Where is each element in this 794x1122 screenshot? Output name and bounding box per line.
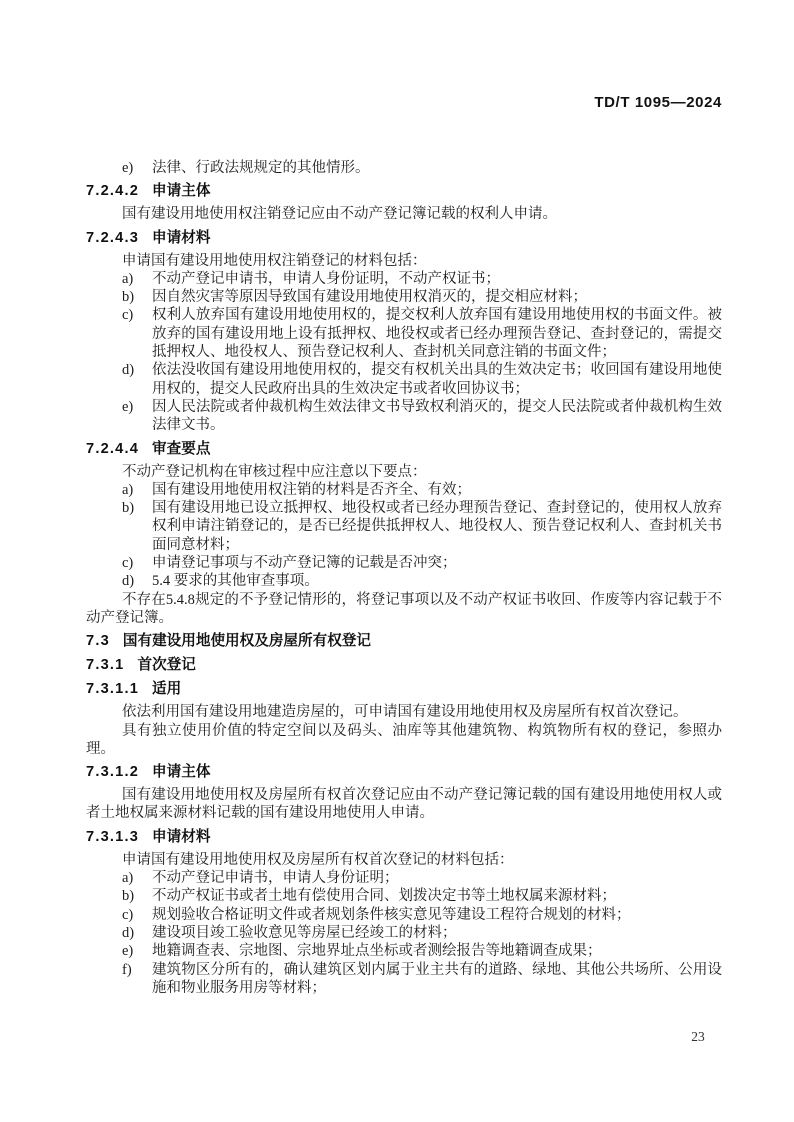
- heading-number: 7.3.1: [86, 657, 125, 674]
- list-item: [86, 159, 722, 177]
- paragraph: 不存在5.4.8规定的不予登记情形的，将登记事项以及不动产权证书收回、作废等内容记载于不动产登记簿。: [86, 591, 722, 626]
- heading-number: 7.2.4.4: [86, 440, 140, 457]
- list-item-text: 权利人放弃国有建设用地使用权的，提交权利人放弃国有建设用地使用权的书面文件。被放弃的国有建设用地上设有抵押权、地役权或者已经办理预告登记、查封登记的，需提交抵押权人、地役权人、预告登记权利人、查封机关同意注销的书面文件；: [152, 307, 722, 361]
- list-item-text: 法律、行政法规规定的其他情形。: [152, 160, 370, 176]
- list-item: [86, 887, 722, 905]
- list-item-text: 建设项目竣工验收意见等房屋已经竣工的材料；: [152, 924, 457, 941]
- paragraph: 申请国有建设用地使用权注销登记的材料包括：: [122, 252, 427, 269]
- list-item-text: 因自然灾害等原因导致国有建设用地使用权消灭的，提交相应材料；: [152, 289, 587, 306]
- list-item-text: 国有建设用地使用权注销的材料是否齐全、有效；: [152, 481, 471, 498]
- section-heading: [86, 632, 722, 651]
- heading-title: 适用: [152, 681, 182, 698]
- section-heading: [86, 656, 722, 675]
- list-item-text: 不动产登记申请书，申请人身份证明；: [152, 870, 399, 887]
- list-item: [86, 481, 722, 499]
- list-item-label: e): [122, 943, 134, 960]
- list-item-label: c): [122, 555, 134, 572]
- heading-title: 审查要点: [152, 440, 211, 457]
- document-body: [86, 159, 722, 997]
- list-item: [86, 398, 722, 435]
- list-item: [86, 924, 722, 942]
- list-item: [86, 869, 722, 887]
- list-item-text: 建筑物区分所有的，确认建筑区划内属于业主共有的道路、绿地、其他公共场所、公用设施和物业服务用房等材料；: [152, 961, 722, 996]
- heading-number: 7.3.1.2: [86, 764, 140, 781]
- heading-title: 国有建设用地使用权及房屋所有权登记: [122, 633, 371, 650]
- list-item-label: d): [122, 362, 135, 379]
- list-item-text: 不动产权证书或者土地有偿使用合同、划拨决定书等土地权属来源材料；: [152, 888, 616, 905]
- list-item-text: 申请登记事项与不动产登记簿的记载是否冲突；: [152, 555, 457, 572]
- heading-number: 7.3.1.1: [86, 681, 140, 698]
- section-heading: [86, 828, 722, 847]
- heading-title: 申请材料: [152, 229, 211, 246]
- section-heading: [86, 440, 722, 459]
- list-item-label: b): [122, 888, 135, 905]
- page-number: 23: [691, 1029, 705, 1044]
- list-item-text: 5.4 要求的其他审查事项。: [152, 573, 319, 590]
- heading-title: 申请材料: [152, 828, 211, 845]
- list-item: [86, 361, 722, 398]
- list-item-text: 因人民法院或者仲裁机构生效法律文书导致权利消灭的，提交人民法院或者仲裁机构生效法律文书。: [152, 398, 722, 434]
- doc-number: TD/T 1095—2024: [594, 94, 722, 111]
- section-heading: [86, 680, 722, 699]
- list-item-text: 规划验收合格证明文件或者规划条件核实意见等建设工程符合规划的材料；: [152, 906, 631, 923]
- paragraph: 具有独立使用价值的特定空间以及码头、油库等其他建筑物、构筑物所有权的登记，参照办理。: [86, 722, 722, 757]
- list-item-label: f): [122, 961, 132, 978]
- list-item-label: b): [122, 289, 135, 306]
- heading-title: 申请主体: [152, 183, 211, 200]
- list-item-label: a): [122, 481, 134, 498]
- list-item-label: a): [122, 270, 134, 287]
- list-item: [86, 288, 722, 306]
- section-heading: [86, 229, 722, 248]
- paragraph: 申请国有建设用地使用权及房屋所有权首次登记的材料包括：: [122, 851, 514, 868]
- list-item: [86, 942, 722, 960]
- list-item-label: d): [122, 924, 135, 941]
- heading-title: 申请主体: [152, 764, 211, 781]
- list-item-label: b): [122, 500, 135, 517]
- list-item-text: 不动产登记申请书，申请人身份证明，不动产权证书；: [152, 270, 500, 287]
- list-item-text: 依法没收国有建设用地使用权的，提交有权机关出具的生效决定书；收回国有建设用地使用权的，提交人民政府出具的生效决定书或者收回协议书；: [152, 362, 722, 397]
- paragraph: 依法利用国有建设用地建造房屋的，可申请国有建设用地使用权及房屋所有权首次登记。: [122, 704, 688, 721]
- list-item: [86, 906, 722, 924]
- section-heading: [86, 763, 722, 782]
- list-item-text: 地籍调查表、宗地图、宗地界址点坐标或者测绘报告等地籍调查成果；: [152, 943, 602, 960]
- list-item: [86, 554, 722, 572]
- list-item-label: e): [122, 160, 134, 176]
- heading-number: 7.2.4.2: [86, 183, 140, 200]
- list-item: [86, 499, 722, 554]
- paragraph: 国有建设用地使用权及房屋所有权首次登记应由不动产登记簿记载的国有建设用地使用权人或者土地权属来源材料记载的国有建设用地使用人申请。: [86, 787, 722, 822]
- list-item-label: d): [122, 573, 135, 590]
- heading-number: 7.3: [86, 633, 110, 650]
- list-item-label: c): [122, 906, 134, 923]
- paragraph: 国有建设用地使用权注销登记应由不动产登记簿记载的权利人申请。: [122, 206, 557, 223]
- list-item-label: c): [122, 307, 134, 324]
- section-heading: [86, 182, 722, 201]
- heading-number: 7.2.4.3: [86, 229, 140, 246]
- heading-number: 7.3.1.3: [86, 828, 140, 845]
- list-item: [86, 961, 722, 998]
- list-item-label: a): [122, 870, 134, 887]
- list-item-label: e): [122, 398, 134, 415]
- list-item: [86, 306, 722, 361]
- list-item: [86, 270, 722, 288]
- list-item-text: 国有建设用地已设立抵押权、地役权或者已经办理预告登记、查封登记的，使用权人放弃权利申请注销登记的，是否已经提供抵押权人、地役权人、预告登记权利人、查封机关书面同意材料；: [152, 500, 722, 553]
- heading-title: 首次登记: [137, 657, 196, 674]
- paragraph: 不动产登记机构在审核过程中应注意以下要点：: [122, 463, 427, 480]
- list-item: [86, 572, 722, 590]
